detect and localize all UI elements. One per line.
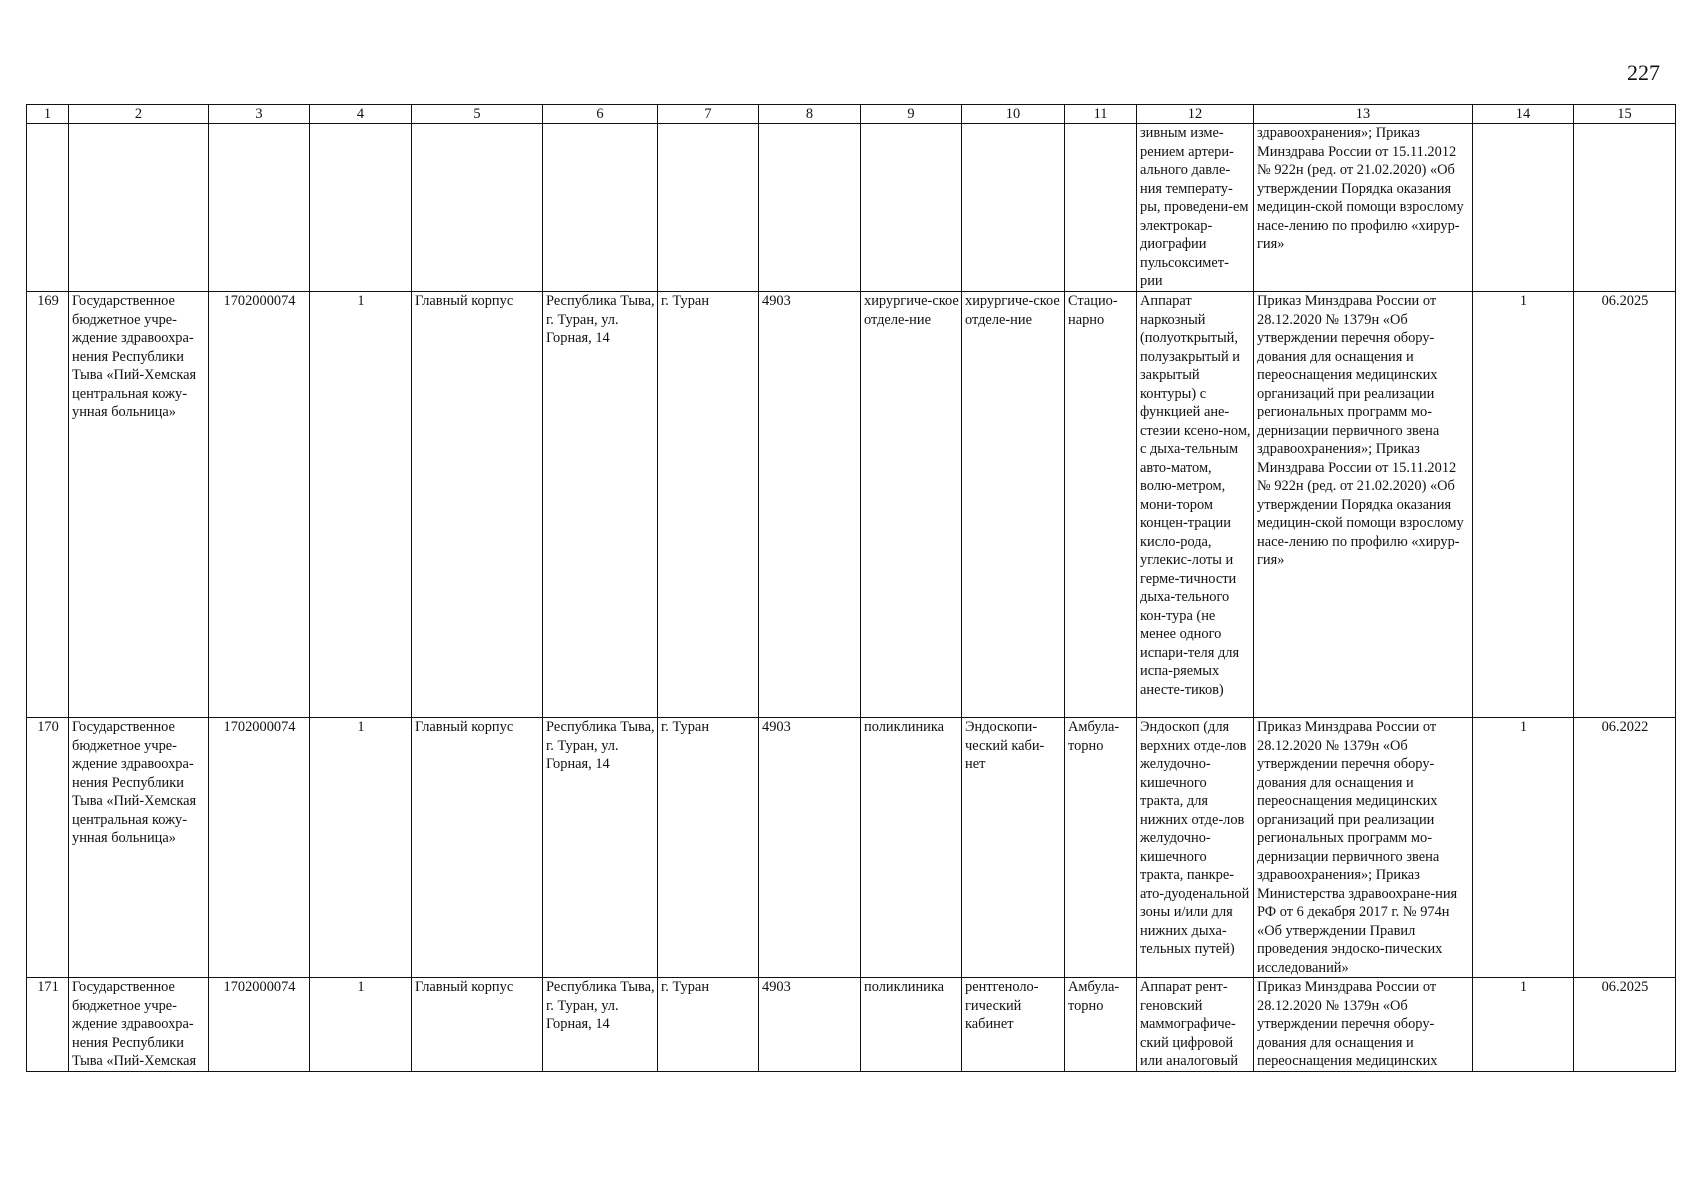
cell-row-number: 170: [27, 718, 69, 978]
table-row-169: [27, 292, 1676, 718]
header-col-7: 7: [658, 105, 759, 124]
header-col-8: 8: [759, 105, 861, 124]
cell-city: г. Туран: [658, 718, 759, 978]
header-col-13: 13: [1254, 105, 1473, 124]
cell-col-4: 1: [310, 292, 412, 718]
cell-legal-basis: Приказ Минздрава России от 28.12.2020 № 1379н «Об утверждении перечня обору-дования для оснащения и переоснащения медицинских: [1254, 978, 1473, 1072]
cell-col-8: 4903: [759, 978, 861, 1072]
cell-empty: [412, 124, 543, 292]
cell-col-8: 4903: [759, 718, 861, 978]
continuation-row: [27, 124, 1676, 292]
cell-empty: [69, 124, 209, 292]
cell-unit: Эндоскопи-ческий каби-нет: [962, 718, 1065, 978]
cell-building: Главный корпус: [412, 978, 543, 1072]
cell-quantity: 1: [1473, 718, 1574, 978]
cell-row-number: 171: [27, 978, 69, 1072]
cell-code: 1702000074: [209, 718, 310, 978]
cell-city: г. Туран: [658, 978, 759, 1072]
cell-address: Республика Тыва, г. Туран, ул. Горная, 14: [543, 718, 658, 978]
cell-equipment: Аппарат наркозный (полуоткрытый, полузакрытый и закрытый контуры) с функцией ане-стезии ксено-ном, с дыха-тельным авто-матом, волю-метром, мони-тором концен-трации кисло-рода, углекис-лоты и герме-тичности дыха-тельного кон-тура (не менее одного испари-теля для испа-ряемых анесте-тиков): [1137, 292, 1254, 718]
cell-equipment: Эндоскоп (для верхних отде-лов желудочно-кишечного тракта, для нижних отде-лов желудочно-кишечного тракта, панкре-ато-дуоденальной зоны и/или для нижних дыха-тельных путей): [1137, 718, 1254, 978]
cell-unit: рентгеноло-гический кабинет: [962, 978, 1065, 1072]
header-col-3: 3: [209, 105, 310, 124]
cell-empty: [861, 124, 962, 292]
header-col-10: 10: [962, 105, 1065, 124]
cell-care-form: Амбула-торно: [1065, 978, 1137, 1072]
cell-legal-basis: Приказ Минздрава России от 28.12.2020 № 1379н «Об утверждении перечня обору-дования для оснащения и переоснащения медицинских организаций при реализации региональных программ мо-дернизации первичного звена здравоохранения»; Приказ Министерства здравоохране-ния РФ от 6 декабря 2017 г. № 974н «Об утверждении Правил проведения эндоско-пических исследований»: [1254, 718, 1473, 978]
column-number-header-row: [27, 105, 1676, 124]
cell-legal-basis: здравоохранения»; Приказ Минздрава России от 15.11.2012 № 922н (ред. от 21.02.2020) «Об утверждении Порядка оказания медицин-ской помощи взрослому насе-лению по профилю «хирур-гия»: [1254, 124, 1473, 292]
header-col-12: 12: [1137, 105, 1254, 124]
cell-empty: [962, 124, 1065, 292]
header-col-2: 2: [69, 105, 209, 124]
cell-col-8: 4903: [759, 292, 861, 718]
cell-unit: хирургиче-ское отделе-ние: [962, 292, 1065, 718]
cell-empty: [1473, 124, 1574, 292]
cell-address: Республика Тыва, г. Туран, ул. Горная, 14: [543, 978, 658, 1072]
cell-equipment: Аппарат рент-геновский маммографиче-ский цифровой или аналоговый: [1137, 978, 1254, 1072]
cell-code: 1702000074: [209, 292, 310, 718]
page-number: 227: [1627, 60, 1660, 85]
header-col-6: 6: [543, 105, 658, 124]
cell-empty: [759, 124, 861, 292]
cell-date: 06.2025: [1574, 978, 1676, 1072]
header-col-1: 1: [27, 105, 69, 124]
cell-empty: [658, 124, 759, 292]
cell-organization: Государственное бюджетное учре-ждение здравоохра-нения Республики Тыва «Пий-Хемская центральная кожу-унная больница»: [69, 292, 209, 718]
cell-code: 1702000074: [209, 978, 310, 1072]
header-col-15: 15: [1574, 105, 1676, 124]
header-col-14: 14: [1473, 105, 1574, 124]
cell-date: 06.2022: [1574, 718, 1676, 978]
cell-building: Главный корпус: [412, 292, 543, 718]
cell-row-number: 169: [27, 292, 69, 718]
cell-organization: Государственное бюджетное учре-ждение здравоохра-нения Республики Тыва «Пий-Хемская: [69, 978, 209, 1072]
table-row-171: [27, 978, 1676, 1072]
header-col-11: 11: [1065, 105, 1137, 124]
cell-quantity: 1: [1473, 978, 1574, 1072]
cell-care-form: Амбула-торно: [1065, 718, 1137, 978]
cell-date: 06.2025: [1574, 292, 1676, 718]
cell-empty: [543, 124, 658, 292]
cell-quantity: 1: [1473, 292, 1574, 718]
equipment-register-table: [26, 104, 1676, 1072]
cell-empty: [310, 124, 412, 292]
header-col-9: 9: [861, 105, 962, 124]
header-col-4: 4: [310, 105, 412, 124]
cell-care-form: Стацио-нарно: [1065, 292, 1137, 718]
table-row-170: [27, 718, 1676, 978]
cell-department: поликлиника: [861, 978, 962, 1072]
header-col-5: 5: [412, 105, 543, 124]
cell-address: Республика Тыва, г. Туран, ул. Горная, 14: [543, 292, 658, 718]
cell-empty: [1065, 124, 1137, 292]
cell-city: г. Туран: [658, 292, 759, 718]
cell-col-4: 1: [310, 718, 412, 978]
cell-empty: [209, 124, 310, 292]
cell-equipment: зивным изме-рением артери-ального давле-ния температу-ры, проведени-ем электрокар-диографии пульсоксимет-рии: [1137, 124, 1254, 292]
cell-building: Главный корпус: [412, 718, 543, 978]
cell-organization: Государственное бюджетное учре-ждение здравоохра-нения Республики Тыва «Пий-Хемская центральная кожу-унная больница»: [69, 718, 209, 978]
cell-legal-basis: Приказ Минздрава России от 28.12.2020 № 1379н «Об утверждении перечня обору-дования для оснащения и переоснащения медицинских организаций при реализации региональных программ мо-дернизации первичного звена здравоохранения»; Приказ Минздрава России от 15.11.2012 № 922н (ред. от 21.02.2020) «Об утверждении Порядка оказания медицин-ской помощи взрослому насе-лению по профилю «хирур-гия»: [1254, 292, 1473, 718]
cell-empty: [27, 124, 69, 292]
cell-empty: [1574, 124, 1676, 292]
cell-department: хирургиче-ское отделе-ние: [861, 292, 962, 718]
cell-col-4: 1: [310, 978, 412, 1072]
cell-department: поликлиника: [861, 718, 962, 978]
